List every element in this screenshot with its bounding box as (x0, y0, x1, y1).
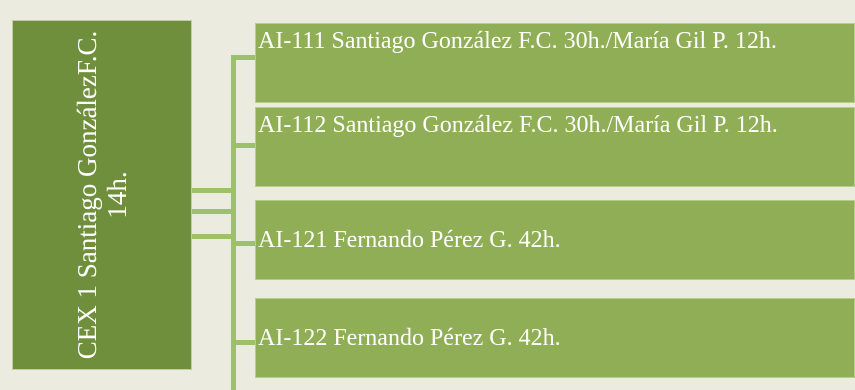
child-node-label: AI-112 Santiago González F.C. 30h./María Gil P. 12h. (258, 112, 778, 138)
connector-stub-1 (192, 188, 234, 193)
child-node-label: AI-122 Fernando Pérez G. 42h. (258, 324, 561, 351)
connector-branch-2 (231, 143, 255, 148)
connector-branch-4 (231, 340, 255, 345)
child-node-ai-121 (255, 200, 855, 280)
connector-branch-3 (231, 241, 255, 246)
child-node-label: AI-111 Santiago González F.C. 30h./María Gil P. 12h. (258, 28, 777, 54)
child-node-ai-122 (255, 298, 855, 378)
child-node-ai-111 (255, 23, 855, 103)
connector-branch-1 (231, 55, 255, 60)
connector-stub-3 (192, 234, 234, 239)
root-node (12, 20, 192, 370)
child-node-ai-112 (255, 107, 855, 187)
connector-stub-2 (192, 209, 234, 214)
root-node-label: CEX 1 Santiago GonzálezF.C. 14h. (72, 30, 132, 360)
child-node-label: AI-121 Fernando Pérez G. 42h. (258, 226, 561, 253)
